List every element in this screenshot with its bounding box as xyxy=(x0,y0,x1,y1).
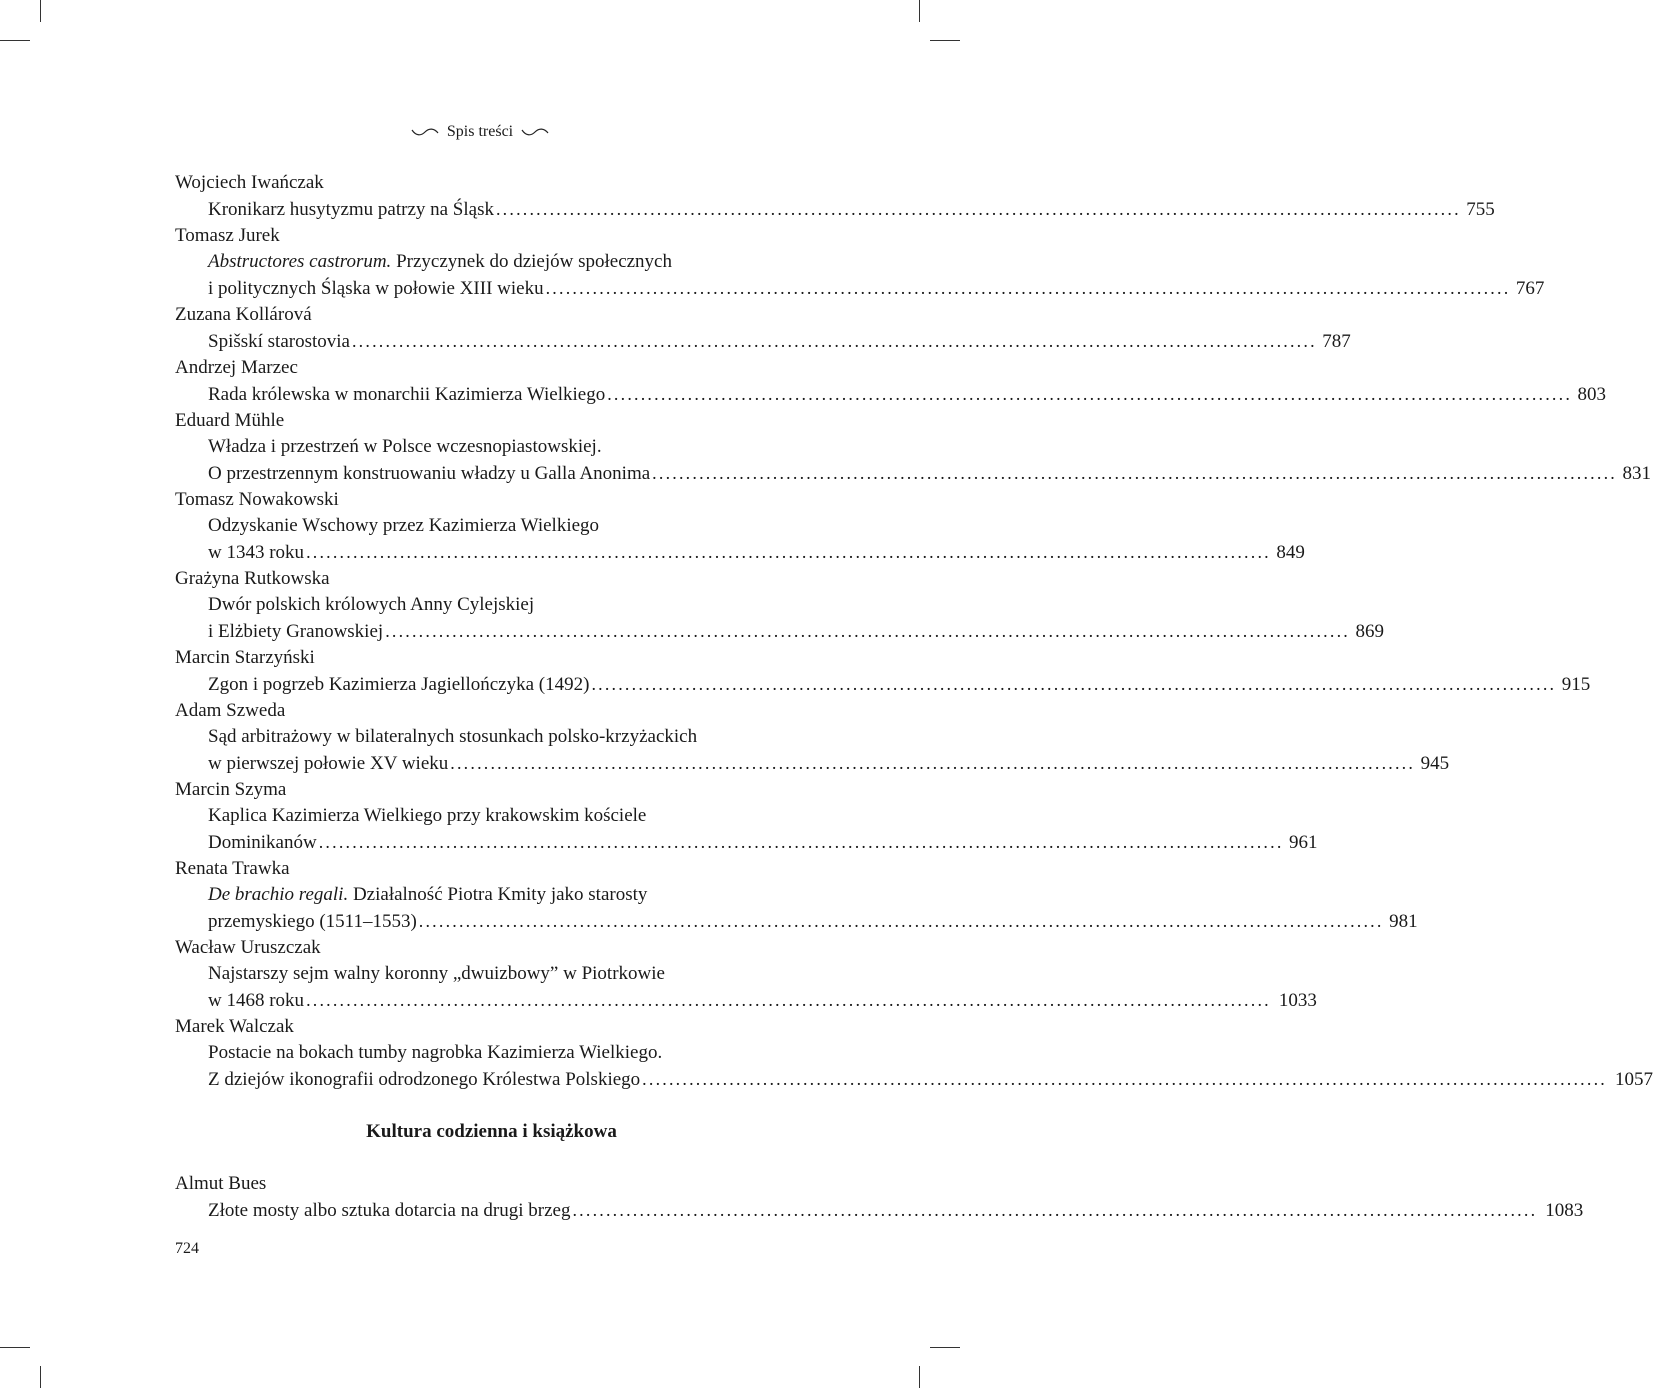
swash-ornament-right-icon xyxy=(521,127,549,137)
entry-author: Tomasz Jurek xyxy=(175,225,280,246)
entry-title: Przyczynek do dziejów społecznych xyxy=(391,251,672,272)
entry-title: Zgon i pogrzeb Kazimierza Jagiellończyka (1492) xyxy=(208,674,590,695)
entry-author: Tomasz Nowakowski xyxy=(175,489,339,510)
entry-page-number: 945 xyxy=(1420,753,1450,774)
toc-entry[interactable] xyxy=(175,355,1607,408)
entry-title-line xyxy=(175,249,808,275)
toc-entry[interactable] xyxy=(175,1171,1584,1224)
entry-page-number: 849 xyxy=(1276,542,1305,563)
entry-page-number: 869 xyxy=(1355,621,1384,642)
entry-title-line: Postacie na bokach tumby nagrobka Kazimierza Wielkiego. xyxy=(208,1042,663,1063)
entry-title-line xyxy=(175,750,1450,777)
entry-author: Marcin Szyma xyxy=(175,779,287,800)
toc-entry[interactable] xyxy=(175,566,1384,645)
swash-ornament-left-icon xyxy=(411,127,439,137)
toc-entry[interactable] xyxy=(175,223,1545,302)
entry-title-line xyxy=(175,882,808,908)
toc-entry[interactable] xyxy=(175,302,1351,355)
entry-title-line: Najstarszy sejm walny koronny „dwuizbowy” w Piotrkowie xyxy=(208,963,665,984)
entry-author: Zuzana Kollárová xyxy=(175,304,312,325)
dot-leader: ................................................................................................................................................ xyxy=(545,278,1511,298)
entry-title: O przestrzennym konstruowaniu władzy u Galla Anonima xyxy=(208,463,651,484)
entry-title: Spišskí starostovia xyxy=(208,331,350,352)
entry-title-line xyxy=(175,460,1651,487)
entry-author: Wojciech Iwańczak xyxy=(175,172,324,193)
toc-entry[interactable] xyxy=(175,408,1651,487)
page-number: 724 xyxy=(175,1240,199,1257)
crop-mark-top-right xyxy=(919,0,920,22)
dot-leader: ................................................................................................................................................ xyxy=(652,463,1617,483)
entry-title: Dominikanów xyxy=(208,832,317,853)
entry-page-number: 803 xyxy=(1577,384,1607,405)
entry-title-italic: De brachio regali. xyxy=(208,884,349,905)
toc-entry[interactable] xyxy=(175,777,1318,856)
entry-page-number: 961 xyxy=(1289,832,1318,853)
entry-title-line xyxy=(175,539,1305,566)
entry-title-line xyxy=(175,381,1607,408)
dot-leader: ................................................................................................................................................ xyxy=(306,990,1271,1010)
crop-mark-top-left-h xyxy=(0,40,30,41)
dot-leader: ................................................................................................................................................ xyxy=(495,199,1461,219)
crop-mark-bottom-right-h xyxy=(930,1347,960,1348)
toc-entry[interactable] xyxy=(175,856,1418,935)
entry-title: w 1343 roku xyxy=(208,542,305,563)
entry-title-line: Dwór polskich królowych Anny Cylejskiej xyxy=(208,594,535,615)
crop-mark-top-left xyxy=(40,0,41,22)
entry-title: przemyskiego (1511–1553) xyxy=(208,911,417,932)
entry-author: Andrzej Marzec xyxy=(175,357,298,378)
entry-title-line: Kaplica Kazimierza Wielkiego przy krakowskim kościele xyxy=(208,805,647,826)
dot-leader: ................................................................................................................................................ xyxy=(318,832,1284,852)
entry-title: i Elżbiety Granowskiej xyxy=(208,621,384,642)
running-head xyxy=(0,120,960,144)
entry-title-line xyxy=(175,1197,1584,1224)
entry-title: i politycznych Śląska w połowie XIII wieku xyxy=(208,278,544,299)
dot-leader: ................................................................................................................................................ xyxy=(572,1200,1538,1220)
entry-title-line xyxy=(175,275,1545,302)
crop-mark-bottom-left xyxy=(40,1366,41,1388)
running-head-text: Spis treści xyxy=(446,123,514,140)
entry-title-line xyxy=(175,671,1591,698)
entry-author: Marcin Starzyński xyxy=(175,647,315,668)
entry-page-number: 1033 xyxy=(1278,990,1317,1011)
entry-title: Rada królewska w monarchii Kazimierza Wielkiego xyxy=(208,384,606,405)
entry-author: Marek Walczak xyxy=(175,1016,294,1037)
entry-title-line xyxy=(175,987,1317,1014)
toc-entry[interactable] xyxy=(175,645,1591,698)
entry-page-number: 915 xyxy=(1561,674,1591,695)
dot-leader: ................................................................................................................................................ xyxy=(306,542,1271,562)
entry-page-number: 787 xyxy=(1322,331,1351,352)
entry-title-line: Sąd arbitrażowy w bilateralnych stosunkach polsko-krzyżackich xyxy=(208,726,698,747)
dot-leader: ................................................................................................................................................ xyxy=(591,674,1557,694)
dot-leader: ................................................................................................................................................ xyxy=(450,753,1416,773)
crop-mark-bottom-left-h xyxy=(0,1347,30,1348)
toc-entry[interactable] xyxy=(175,698,1450,777)
entry-title-italic: Abstructores castrorum. xyxy=(208,251,392,272)
toc-entry[interactable] xyxy=(175,935,1317,1014)
entry-author: Wacław Uruszczak xyxy=(175,937,321,958)
crop-mark-bottom-right xyxy=(919,1366,920,1388)
section-heading: Kultura codzienna i książkowa xyxy=(366,1121,617,1142)
entry-title-line xyxy=(175,328,1351,355)
entry-title-line xyxy=(175,908,1418,935)
entry-page-number: 831 xyxy=(1622,463,1651,484)
entry-title-line xyxy=(175,618,1384,645)
entry-title: Kronikarz husytyzmu patrzy na Śląsk xyxy=(208,199,494,220)
toc-entry[interactable] xyxy=(175,170,1495,223)
entry-author: Eduard Mühle xyxy=(175,410,285,431)
dot-leader: ................................................................................................................................................ xyxy=(607,384,1573,404)
entry-title-line: Odzyskanie Wschowy przez Kazimierza Wielkiego xyxy=(208,515,600,536)
table-of-contents xyxy=(175,170,1653,1224)
entry-title-line xyxy=(175,196,1495,223)
entry-title: w 1468 roku xyxy=(208,990,305,1011)
entry-page-number: 755 xyxy=(1466,199,1495,220)
entry-title-line: Władza i przestrzeń w Polsce wczesnopiastowskiej. xyxy=(208,436,602,457)
entry-author: Almut Bues xyxy=(175,1173,267,1194)
dot-leader: ................................................................................................................................................ xyxy=(642,1069,1607,1089)
entry-page-number: 981 xyxy=(1389,911,1418,932)
entry-title-line xyxy=(175,829,1318,856)
dot-leader: ................................................................................................................................................ xyxy=(351,331,1317,351)
entry-page-number: 1083 xyxy=(1545,1200,1584,1221)
entry-page-number: 767 xyxy=(1515,278,1545,299)
crop-mark-top-right-h xyxy=(930,40,960,41)
entry-title: w pierwszej połowie XV wieku xyxy=(208,753,449,774)
toc-entry[interactable] xyxy=(175,487,1305,566)
dot-leader: ................................................................................................................................................ xyxy=(385,621,1350,641)
entry-title: Działalność Piotra Kmity jako starosty xyxy=(348,884,648,905)
toc-entry[interactable] xyxy=(175,1014,1653,1093)
entry-page-number: 1057 xyxy=(1614,1069,1653,1090)
entry-author: Adam Szweda xyxy=(175,700,286,721)
entry-title: Złote mosty albo sztuka dotarcia na drugi brzeg xyxy=(208,1200,571,1221)
entry-title: Z dziejów ikonografii odrodzonego Królestwa Polskiego xyxy=(208,1069,641,1090)
dot-leader: ................................................................................................................................................ xyxy=(418,911,1384,931)
entry-author: Renata Trawka xyxy=(175,858,290,879)
entry-title-line xyxy=(175,1066,1653,1093)
entry-author: Grażyna Rutkowska xyxy=(175,568,330,589)
